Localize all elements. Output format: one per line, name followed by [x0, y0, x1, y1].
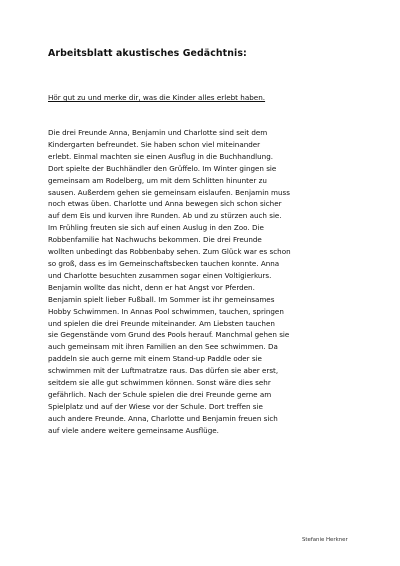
author-name: Stefanie Herkner [302, 537, 348, 543]
story-line: und spielen die drei Freunde miteinander. Am Liebsten tauchen [48, 318, 275, 328]
story-line: und Charlotte besuchten zusammen sogar einen Voltigierkurs. [48, 270, 272, 280]
worksheet-instruction: Hör gut zu und merke dir, was die Kinder alles erlebt haben. [48, 93, 266, 102]
story-line: Die drei Freunde Anna, Benjamin und Charlotte sind seit dem [48, 128, 268, 137]
story-line: Benjamin wollte das nicht, denn er hat Angst vor Pferden. [48, 282, 255, 292]
story-text [48, 127, 362, 437]
story-line: so groß, dass es im Gemeinschaftsbecken tauchen konnte. Anna [48, 258, 280, 268]
story-line: seitdem sie alle gut schwimmen können. Sonst wäre dies sehr [48, 378, 271, 388]
story-line: sausen. Außerdem gehen sie gemeinsam eislaufen. Benjamin muss [48, 187, 290, 197]
story-line: auch gemeinsam mit ihren Familien an den See schwimmen. Da [48, 342, 278, 352]
story-line: auch andere Freunde. Anna, Charlotte und Benjamin freuen sich [48, 413, 278, 423]
story-line: Im Frühling freuten sie sich auf einen Auslug in den Zoo. Die [48, 223, 264, 233]
story-line: auf dem Eis und kurven ihre Runden. Ab und zu stürzen auch sie. [48, 211, 282, 221]
story-line: Spielplatz und auf der Wiese vor der Schule. Dort treffen sie [48, 401, 263, 411]
story-line: erlebt. Einmal machten sie einen Ausflug in die Buchhandlung. [48, 151, 274, 161]
story-line: sie Gegenstände vom Grund des Pools herauf. Manchmal gehen sie [48, 330, 290, 340]
story-line: Benjamin spielt lieber Fußball. Im Sommer ist ihr gemeinsames [48, 294, 275, 304]
story-line: Dort spielte der Buchhändler den Grüffelo. Im Winter gingen sie [48, 163, 277, 173]
story-line: gefährlich. Nach der Schule spielen die drei Freunde gerne am [48, 389, 272, 399]
story-line: gemeinsam am Rodelberg, um mit dem Schlitten hinunter zu [48, 175, 267, 185]
story-line: noch etwas üben. Charlotte und Anna bewegen sich schon sicher [48, 199, 282, 209]
story-line: Hobby Schwimmen. In Annas Pool schwimmen, tauchen, springen [48, 306, 284, 316]
story-line: paddeln sie auch gerne mit einem Stand-up Paddle oder sie [48, 354, 262, 364]
story-line: auf viele andere weitere gemeinsame Ausflüge. [48, 425, 219, 435]
story-line: schwimmen mit der Luftmatratze raus. Das dürfen sie aber erst, [48, 366, 279, 376]
story-line: wollten unbedingt das Robbenbaby sehen. Zum Glück war es schon [48, 247, 291, 257]
story-line: Robbenfamilie hat Nachwuchs bekommen. Die drei Freunde [48, 235, 262, 245]
worksheet-title: Arbeitsblatt akustisches Gedächtnis: [48, 48, 247, 59]
story-line: Kindergarten befreundet. Sie haben schon viel miteinander [48, 139, 261, 149]
